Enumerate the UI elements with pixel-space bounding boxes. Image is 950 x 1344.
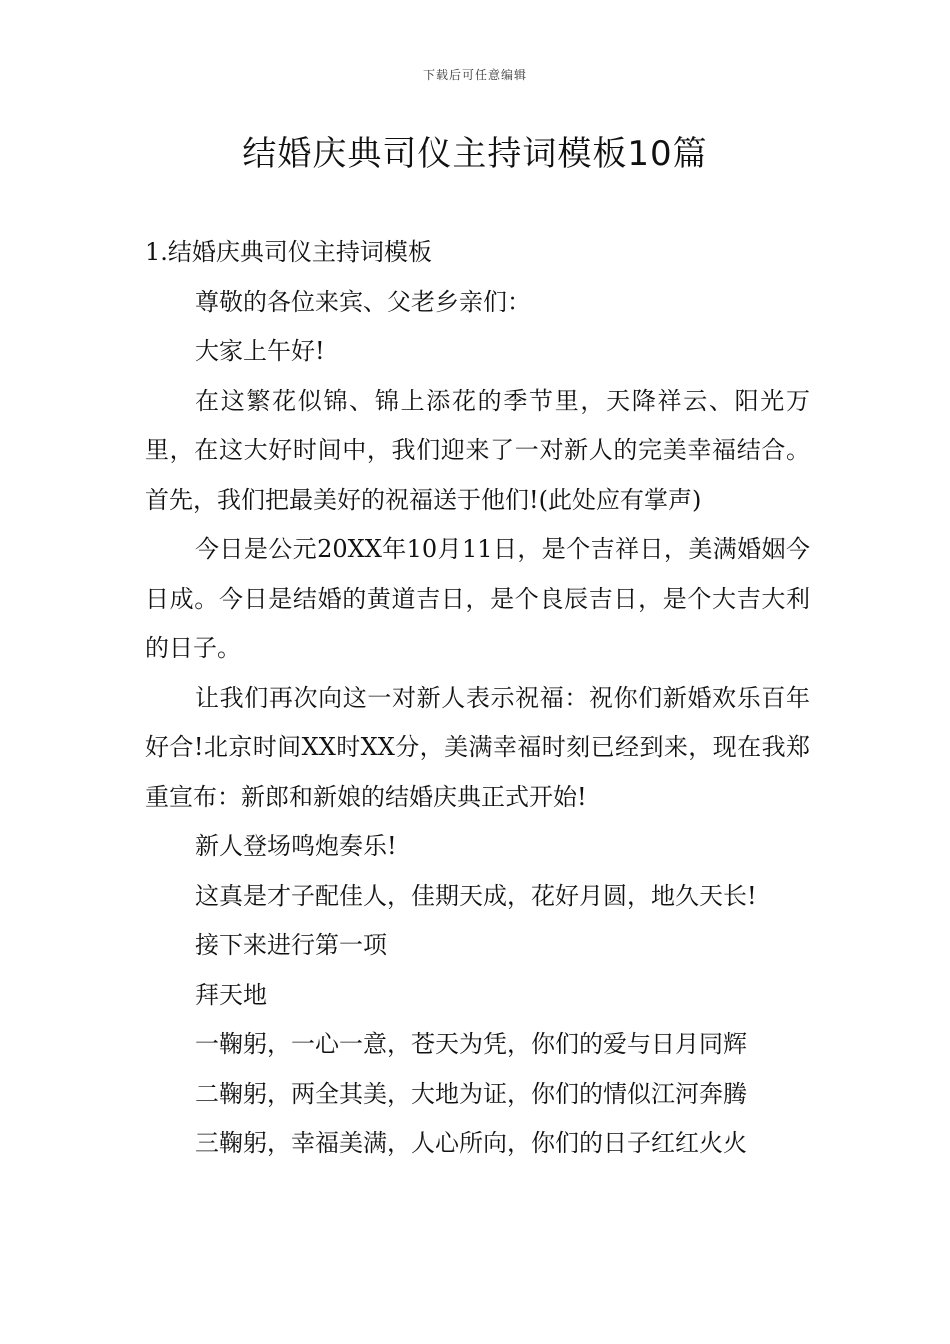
header-note: 下载后可任意编辑 [422, 68, 527, 82]
paragraph-bow-one: 一鞠躬，一心一意，苍天为凭，你们的爱与日月同辉 [195, 1030, 747, 1058]
paragraph-bow-two: 二鞠躬，两全其美，大地为证，你们的情似江河奔腾 [195, 1079, 747, 1108]
paragraph-bow-three: 三鞠躬，幸福美满，人心所向，你们的日子红红火火 [195, 1129, 747, 1157]
paragraph-season: 在这繁花似锦、锦上添花的季节里，天降祥云、阳光万里，在这大好时间中，我们迎来了一对新人的完美幸福结合。首先，我们把最美好的祝福送于他们!(此处应有掌声) [145, 386, 810, 514]
document-title: 结婚庆典司仪主持词模板10篇 [242, 134, 708, 174]
paragraph-first-item: 接下来进行第一项 [195, 931, 387, 959]
paragraph-good-morning: 大家上午好! [195, 337, 325, 365]
paragraph-greeting: 尊敬的各位来宾、父老乡亲们： [195, 287, 531, 316]
paragraph-entrance: 新人登场鸣炮奏乐! [195, 832, 397, 860]
document-body [145, 228, 810, 1169]
paragraph-announcement: 让我们再次向这一对新人表示祝福：祝你们新婚欢乐百年好合!北京时间XX时XX分，美满幸福时刻已经到来，现在我郑重宣布：新郎和新娘的结婚庆典正式开始! [145, 683, 810, 811]
paragraph-date: 今日是公元20XX年10月11日，是个吉祥日，美满婚姻今日成。今日是结婚的黄道吉日，是个良辰吉日，是个大吉大利的日子。 [145, 535, 810, 662]
section-heading: 1.结婚庆典司仪主持词模板 [145, 238, 432, 266]
paragraph-worship: 拜天地 [195, 980, 267, 1009]
paragraph-blessing: 这真是才子配佳人，佳期天成，花好月圆，地久天长! [195, 881, 757, 910]
